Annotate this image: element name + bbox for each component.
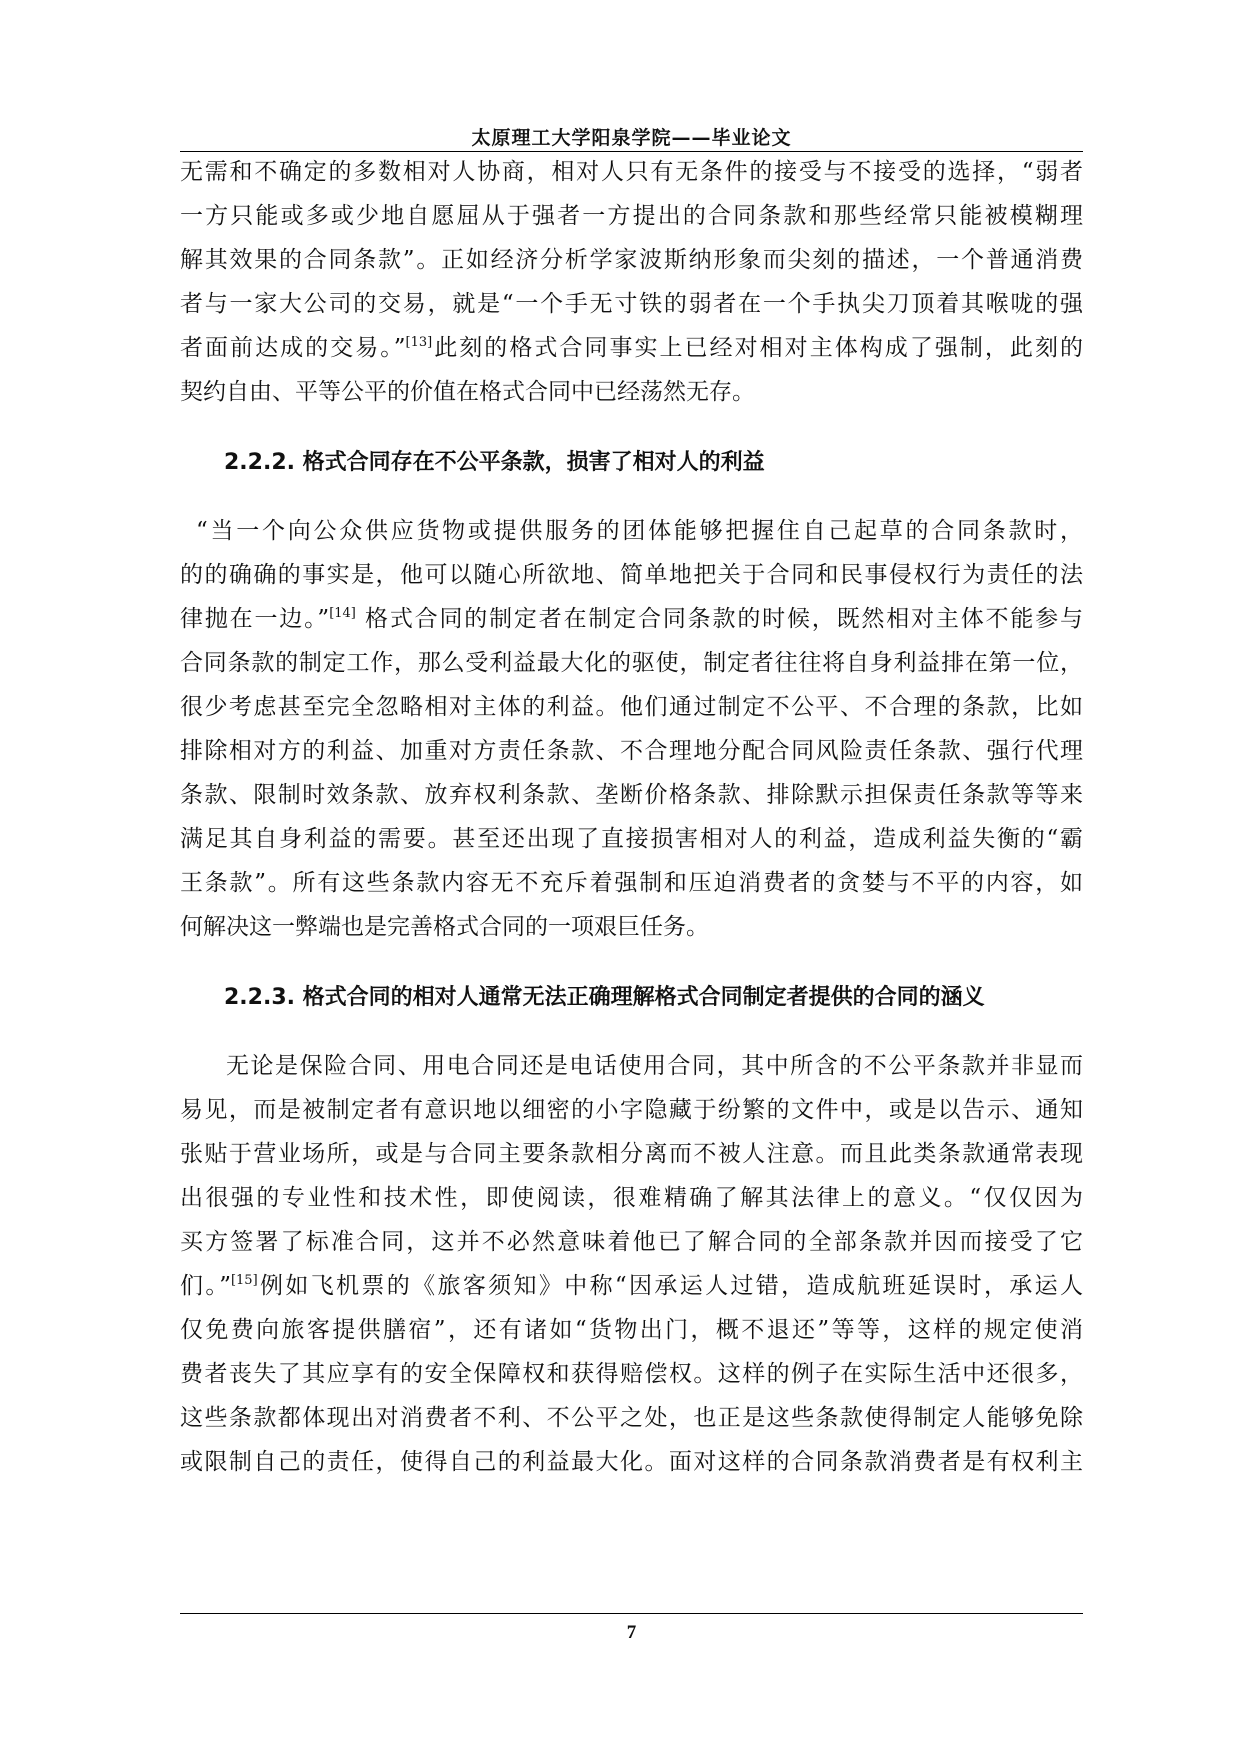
text-line: 满足其自身利益的需要。甚至还出现了直接损害相对人的利益，造成利益失衡的“霸 — [180, 826, 1083, 852]
text-line: 解其效果的合同条款”。正如经济分析学家波斯纳形象而尖刻的描述，一个普通消费 — [180, 247, 1083, 273]
text-line: 排除相对方的利益、加重对方责任条款、不合理地分配合同风险责任条款、强行代理 — [180, 738, 1083, 764]
text-line: 很少考虑甚至完全忽略相对主体的利益。他们通过制定不公平、不合理的条款，比如 — [180, 694, 1083, 720]
text-line: 条款、限制时效条款、放弃权利条款、垄断价格条款、排除默示担保责任条款等等来 — [180, 782, 1083, 808]
text-segment: 们。” — [180, 1273, 231, 1299]
citation-ref: [14] — [329, 606, 356, 621]
page-number: 7 — [626, 1622, 637, 1643]
text-line: 的的确确的事实是，他可以随心所欲地、简单地把关于合同和民事侵权行为责任的法 — [180, 562, 1083, 588]
paragraph — [180, 150, 1083, 414]
citation-ref: [15] — [230, 1273, 258, 1288]
footer-divider — [180, 1613, 1083, 1614]
text-line: 无论是保险合同、用电合同还是电话使用合同，其中所含的不公平条款并非显而 — [226, 1053, 1083, 1079]
citation-ref: [13] — [405, 335, 433, 350]
text-line: 契约自由、平等公平的价值在格式合同中已经荡然无存。 — [180, 379, 755, 405]
text-line: 或限制自己的责任，使得自己的利益最大化。面对这样的合同条款消费者是有权利主 — [180, 1449, 1083, 1475]
text-segment: 者面前达成的交易。” — [180, 335, 406, 361]
text-line: 王条款”。所有这些条款内容无不充斥着强制和压迫消费者的贪婪与不平的内容，如 — [180, 870, 1083, 896]
text-segment: 格式合同的制定者在制定合同条款的时候，既然相对主体不能参与 — [355, 606, 1083, 632]
text-segment: 例如飞机票的《旅客须知》中称“因承运人过错，造成航班延误时，承运人 — [257, 1273, 1083, 1299]
text-line: 买方签署了标准合同，这并不必然意味着他已了解合同的全部条款并因而接受了它 — [180, 1229, 1083, 1255]
text-line: 无需和不确定的多数相对人协商，相对人只有无条件的接受与不接受的选择，“弱者 — [180, 159, 1083, 185]
paragraph — [180, 509, 1083, 949]
text-line: 出很强的专业性和技术性，即使阅读，很难精确了解其法律上的意义。“仅仅因为 — [180, 1185, 1083, 1211]
text-segment: 此刻的格式合同事实上已经对相对主体构成了强制，此刻的 — [432, 335, 1083, 361]
page-header: 太原理工大学阳泉学院——毕业论文 — [471, 127, 792, 149]
text-line: 者与一家大公司的交易，就是“一个手无寸铁的弱者在一个手执尖刀顶着其喉咙的强 — [180, 291, 1083, 317]
paragraph — [180, 1044, 1083, 1484]
text-line — [180, 1264, 1083, 1308]
section-heading: 2.2.3. 格式合同的相对人通常无法正确理解格式合同制定者提供的合同的涵义 — [224, 985, 985, 1010]
page-body — [180, 150, 1083, 1484]
text-segment: 律抛在一边。” — [180, 606, 330, 632]
section-heading: 2.2.2. 格式合同存在不公平条款，损害了相对人的利益 — [224, 450, 765, 475]
text-line: 费者丧失了其应享有的安全保障权和获得赔偿权。这样的例子在实际生活中还很多， — [180, 1361, 1083, 1387]
text-line: 易见，而是被制定者有意识地以细密的小字隐藏于纷繁的文件中，或是以告示、通知 — [180, 1097, 1083, 1123]
text-line — [180, 597, 1083, 641]
text-line — [180, 326, 1083, 370]
text-line: 合同条款的制定工作，那么受利益最大化的驱使，制定者往往将自身利益排在第一位， — [180, 650, 1083, 676]
text-line: “当一个向公众供应货物或提供服务的团体能够把握住自己起草的合同条款时， — [196, 518, 1083, 544]
text-line: 仅免费向旅客提供膳宿”，还有诸如“货物出门，概不退还”等等，这样的规定使消 — [180, 1317, 1083, 1343]
text-line: 这些条款都体现出对消费者不利、不公平之处，也正是这些条款使得制定人能够免除 — [180, 1405, 1083, 1431]
text-line: 一方只能或多或少地自愿屈从于强者一方提出的合同条款和那些经常只能被模糊理 — [180, 203, 1083, 229]
text-line: 张贴于营业场所，或是与合同主要条款相分离而不被人注意。而且此类条款通常表现 — [180, 1141, 1083, 1167]
text-line: 何解决这一弊端也是完善格式合同的一项艰巨任务。 — [180, 914, 709, 940]
